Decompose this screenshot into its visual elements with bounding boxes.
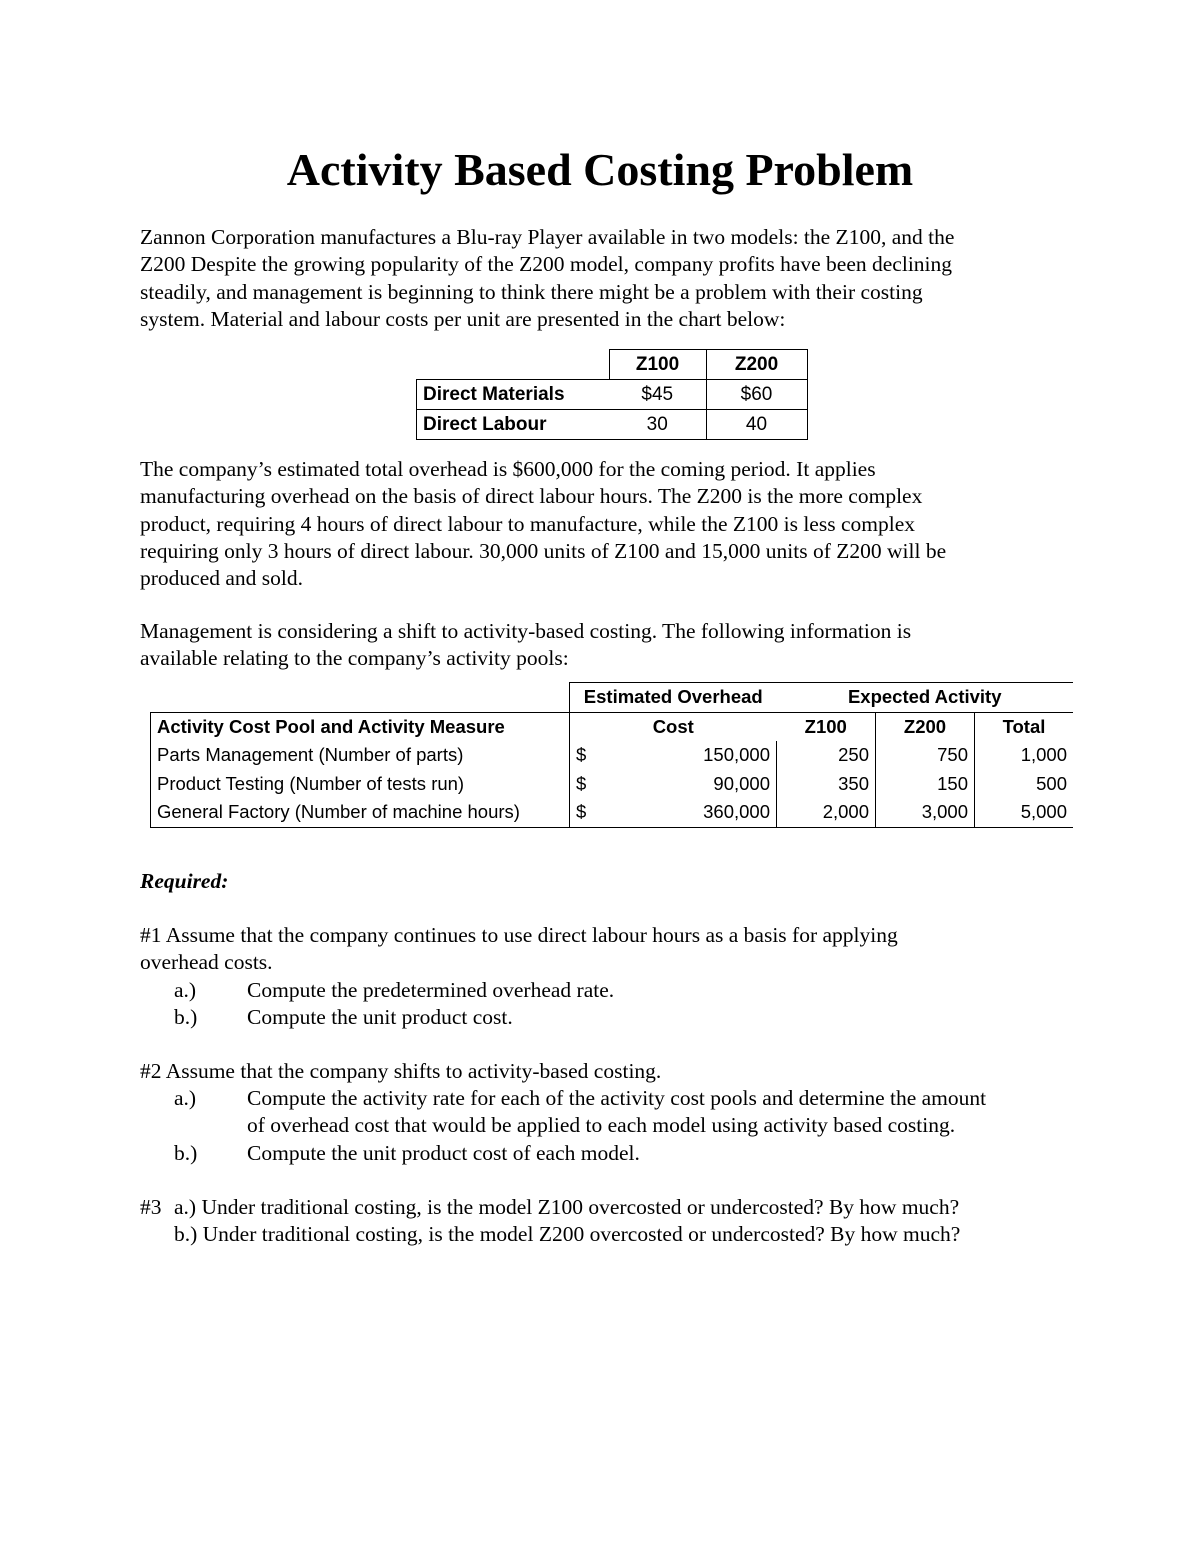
- cell-cost: 150,000: [703, 744, 770, 766]
- page-title: Activity Based Costing Problem: [286, 144, 914, 195]
- overhead-line: requiring only 3 hours of direct labour. 30,000 units of Z100 and 15,000 units of Z200 will be: [140, 538, 947, 563]
- q3-a-text: a.) Under traditional costing, is the model Z100 overcosted or undercosted? By how much?: [174, 1195, 960, 1219]
- q2-b-label: b.): [174, 1141, 198, 1165]
- q1-b-text: Compute the unit product cost.: [247, 1005, 513, 1029]
- header-expected-activity: Expected Activity: [777, 683, 1074, 713]
- abc-line: Management is considering a shift to activity-based costing. The following information is: [140, 619, 912, 643]
- intro-paragraph: [140, 224, 1070, 333]
- cell-z100: 30: [609, 410, 706, 440]
- cell-z200: 150: [876, 770, 975, 799]
- cell-z100: $45: [609, 380, 706, 410]
- q2-a-text: Compute the activity rate for each of the activity cost pools and determine the amount: [247, 1086, 987, 1110]
- pool-name: General Factory (Number of machine hours): [151, 798, 570, 827]
- header-activity-pool: Activity Cost Pool and Activity Measure: [151, 712, 570, 741]
- cell-cost: 90,000: [713, 772, 770, 794]
- header-z100: Z100: [777, 712, 876, 741]
- intro-line: steadily, and management is beginning to think there might be a problem with their costing: [140, 279, 923, 304]
- pool-name: Parts Management (Number of parts): [151, 741, 570, 770]
- q3-number: #3: [140, 1195, 162, 1219]
- table-row: [417, 410, 808, 440]
- intro-line: Z200 Despite the growing popularity of the Z200 model, company profits have been declining: [140, 252, 953, 277]
- header-z100: Z100: [609, 350, 706, 380]
- cell-z200: $60: [706, 380, 807, 410]
- overhead-paragraph: [140, 456, 1070, 592]
- q1-line: #1 Assume that the company continues to use direct labour hours as a basis for applying: [140, 923, 898, 947]
- table-row: [151, 741, 1074, 770]
- cell-z200: 3,000: [876, 798, 975, 827]
- q2-a-text: of overhead cost that would be applied to each model using activity based costing.: [247, 1113, 956, 1137]
- overhead-line: manufacturing overhead on the basis of direct labour hours. The Z200 is the more complex: [140, 484, 923, 509]
- cell-z100: 350: [777, 770, 876, 799]
- empty-header-cell: [417, 350, 610, 380]
- cell-z100: 2,000: [777, 798, 876, 827]
- header-z200: Z200: [876, 712, 975, 741]
- table-row: [151, 770, 1074, 799]
- q2-a-label: a.): [174, 1086, 197, 1110]
- q2-line: #2 Assume that the company shifts to activity-based costing.: [140, 1059, 662, 1083]
- pool-name: Product Testing (Number of tests run): [151, 770, 570, 799]
- q2-b-text: Compute the unit product cost of each model.: [247, 1141, 640, 1165]
- dollar-sign: $: [570, 798, 613, 827]
- q1-a-label: a.): [174, 978, 197, 1002]
- q1-line: overhead costs.: [140, 950, 273, 974]
- intro-line: system. Material and labour costs per unit are presented in the chart below:: [140, 306, 786, 331]
- cell-total: 1,000: [975, 741, 1074, 770]
- intro-line: Zannon Corporation manufactures a Blu-ray Player available in two models: the Z100, and the: [140, 225, 955, 249]
- table-row: [417, 380, 808, 410]
- q1-a-text: Compute the predetermined overhead rate.: [247, 978, 615, 1002]
- abc-line: available relating to the company’s activity pools:: [140, 646, 569, 671]
- q1-b-label: b.): [174, 1005, 198, 1029]
- required-heading: Required:: [140, 869, 229, 893]
- column-header-row: [151, 712, 1074, 741]
- row-label: Direct Materials: [417, 380, 610, 410]
- table-row: [151, 798, 1074, 827]
- activity-pool-table: [150, 682, 1073, 828]
- overhead-line: product, requiring 4 hours of direct labour to manufacture, while the Z100 is less complex: [140, 511, 915, 536]
- header-estimated-overhead: Estimated Overhead: [570, 683, 777, 713]
- overhead-line: produced and sold.: [140, 566, 304, 591]
- q3-b-text: b.) Under traditional costing, is the model Z200 overcosted or undercosted? By how much?: [174, 1222, 961, 1246]
- row-label: Direct Labour: [417, 410, 610, 440]
- materials-labour-table: [416, 349, 808, 440]
- header-total: Total: [975, 712, 1074, 741]
- cell-z100: 250: [777, 741, 876, 770]
- dollar-sign: $: [570, 770, 613, 799]
- header-cost: Cost: [570, 712, 777, 741]
- cell-total: 5,000: [975, 798, 1074, 827]
- dollar-sign: $: [570, 741, 613, 770]
- table-header-row: [417, 350, 808, 380]
- header-z200: Z200: [706, 350, 807, 380]
- cell-cost: 360,000: [612, 798, 777, 827]
- overhead-line: The company’s estimated total overhead is $600,000 for the coming period. It applies: [140, 457, 876, 481]
- cell-total: 500: [975, 770, 1074, 799]
- cell-z200: 750: [876, 741, 975, 770]
- group-header-row: [151, 683, 1074, 713]
- cell-z200: 40: [706, 410, 807, 440]
- abc-paragraph: [140, 618, 1070, 673]
